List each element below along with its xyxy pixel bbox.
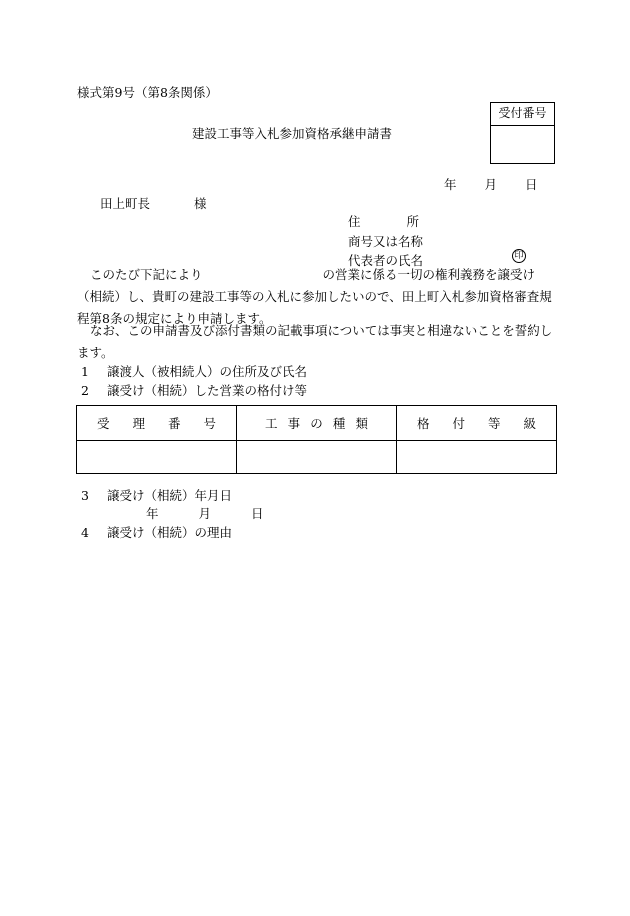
addressee-honorific: 様 [194,196,207,211]
grading-table [76,405,557,474]
item-number: 4 [81,525,89,540]
address-label [348,212,419,230]
header-grade: 格 付 等 級 [397,406,557,441]
list-item [81,362,307,380]
list-item [81,523,232,541]
company-name-label: 商号又は名称 [348,234,424,249]
transfer-date [146,504,264,522]
item-number: 2 [81,383,89,398]
addressee-name: 田上町長 [100,196,151,211]
item-number: 3 [81,488,89,503]
transfer-date-month: 月 [198,506,212,521]
cell-receipt-number[interactable] [77,441,237,474]
table-header-row [77,406,557,441]
date-year: 年 [444,177,457,192]
paragraph-part2: の営業に係る一切の権利義務を譲受け（相続）し、貴町の建設工事等の入札に参加したいので、田上町入札参加資格審査規程第8条の規定により申請します。 [77,267,552,326]
address-label-char: 住 [348,214,361,229]
list-item [81,381,307,399]
receipt-number-box [490,102,555,164]
representative-name-label: 代表者の氏名 [348,253,424,268]
header-work-type: 工 事 の 種 類 [237,406,397,441]
application-date [444,175,538,193]
list-item [81,486,232,504]
cell-work-type[interactable] [237,441,397,474]
cell-grade[interactable] [397,441,557,474]
transfer-date-year: 年 [146,506,159,521]
item-number: 1 [81,364,89,379]
item-text: 譲受け（相続）年月日 [107,488,233,503]
item-text: 譲受け（相続）の理由 [107,525,233,540]
item-text: 譲受け（相続）した営業の格付け等 [107,383,308,398]
table-row [77,441,557,474]
item-text: 譲渡人（被相続人）の住所及び氏名 [107,364,308,379]
addressee [100,194,207,212]
pledge-paragraph: なお、この申請書及び添付書類の記載事項については事実と相違ないことを誓約します。 [77,323,553,360]
paragraph-part1: このたび下記により [90,267,203,282]
transfer-date-day: 日 [251,506,264,521]
seal-mark: 印 [512,249,526,263]
header-receipt-number: 受 理 番 号 [77,406,237,441]
date-month: 月 [484,177,498,192]
form-number: 様式第9号（第8条関係） [77,85,218,100]
receipt-number-label: 受付番号 [491,103,554,126]
page-title: 建設工事等入札参加資格承継申請書 [192,126,393,141]
address-label-char: 所 [406,214,420,229]
date-day: 日 [525,177,538,192]
